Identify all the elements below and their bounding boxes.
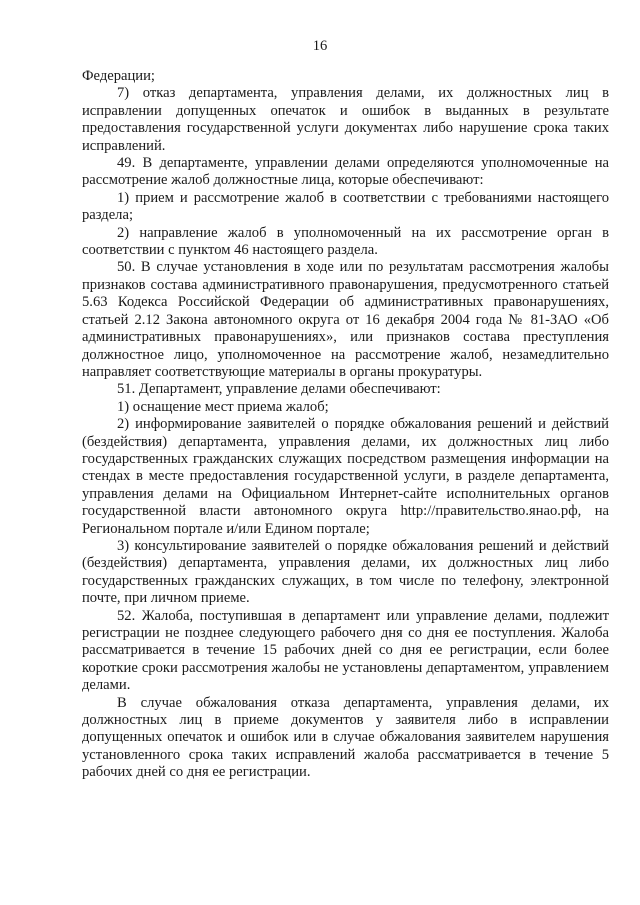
paragraph: 52. Жалоба, поступившая в департамент или управление делами, подлежит регистрации не позднее следующего рабочего дня со дня ее поступления. Жалоба рассматривается в течение 15 рабочих дней со дня ее регистрации, если более короткие сроки рассмотрения жалобы не установлены департаментом, управлением делами. bbox=[82, 607, 609, 694]
document-body bbox=[82, 68, 609, 782]
paragraph: 2) направление жалоб в уполномоченный на их рассмотрение орган в соответствии с пунктом 46 настоящего раздела. bbox=[82, 224, 609, 259]
paragraph: 1) прием и рассмотрение жалоб в соответствии с требованиями настоящего раздела; bbox=[82, 189, 609, 224]
paragraph: Федерации; bbox=[82, 68, 155, 84]
paragraph: 50. В случае установления в ходе или по результатам рассмотрения жалобы признаков состава административного правонарушения, предусмотренного статьей 5.63 Кодекса Российской Федерации об административных правонарушениях, статьей 2.12 Закона автономного округа от 16 декабря 2004 года № 81-ЗАО «Об административных правонарушениях», или признаков состава преступления должностное лицо, уполномоченное на рассмотрение жалоб, незамедлительно направляет соответствующие материалы в органы прокуратуры. bbox=[82, 259, 609, 380]
paragraph: 3) консультирование заявителей о порядке обжалования решений и действий (бездействия) департамента, управления делами, их должностных лиц либо государственных гражданских служащих, в том числе по телефону, электронной почте, при личном приеме. bbox=[82, 537, 609, 607]
paragraph: В случае обжалования отказа департамента, управления делами, их должностных лиц в приеме документов у заявителя либо в исправлении допущенных опечаток и ошибок или в случае обжалования заявителем нарушения установленного срока таких исправлений жалоба рассматривается в течение 5 рабочих дней со дня ее регистрации. bbox=[82, 694, 609, 781]
paragraph: 1) оснащение мест приема жалоб; bbox=[117, 398, 329, 415]
page-number: 16 bbox=[312, 38, 328, 54]
paragraph: 2) информирование заявителей о порядке обжалования решений и действий (бездействия) департамента, управления делами, их должностных лиц либо государственных гражданских служащих посредством размещения информации на стендах в месте предоставления государственной услуги, в разделе департамента, управления делами на Официальном Интернет-сайте исполнительных органов государственной власти автономного округа http://правительство.янао.рф, на Региональном портале и/или Едином портале; bbox=[82, 416, 609, 537]
paragraph: 51. Департамент, управление делами обеспечивают: bbox=[117, 381, 441, 398]
paragraph: 7) отказ департамента, управления делами, их должностных лиц в исправлении допущенных опечаток и ошибок в выданных в результате предоставления государственной услуги документах либо нарушение срока таких исправлений. bbox=[82, 85, 609, 154]
paragraph: 49. В департаменте, управлении делами определяются уполномоченные на рассмотрение жалоб должностные лица, которые обеспечивают: bbox=[82, 155, 609, 189]
